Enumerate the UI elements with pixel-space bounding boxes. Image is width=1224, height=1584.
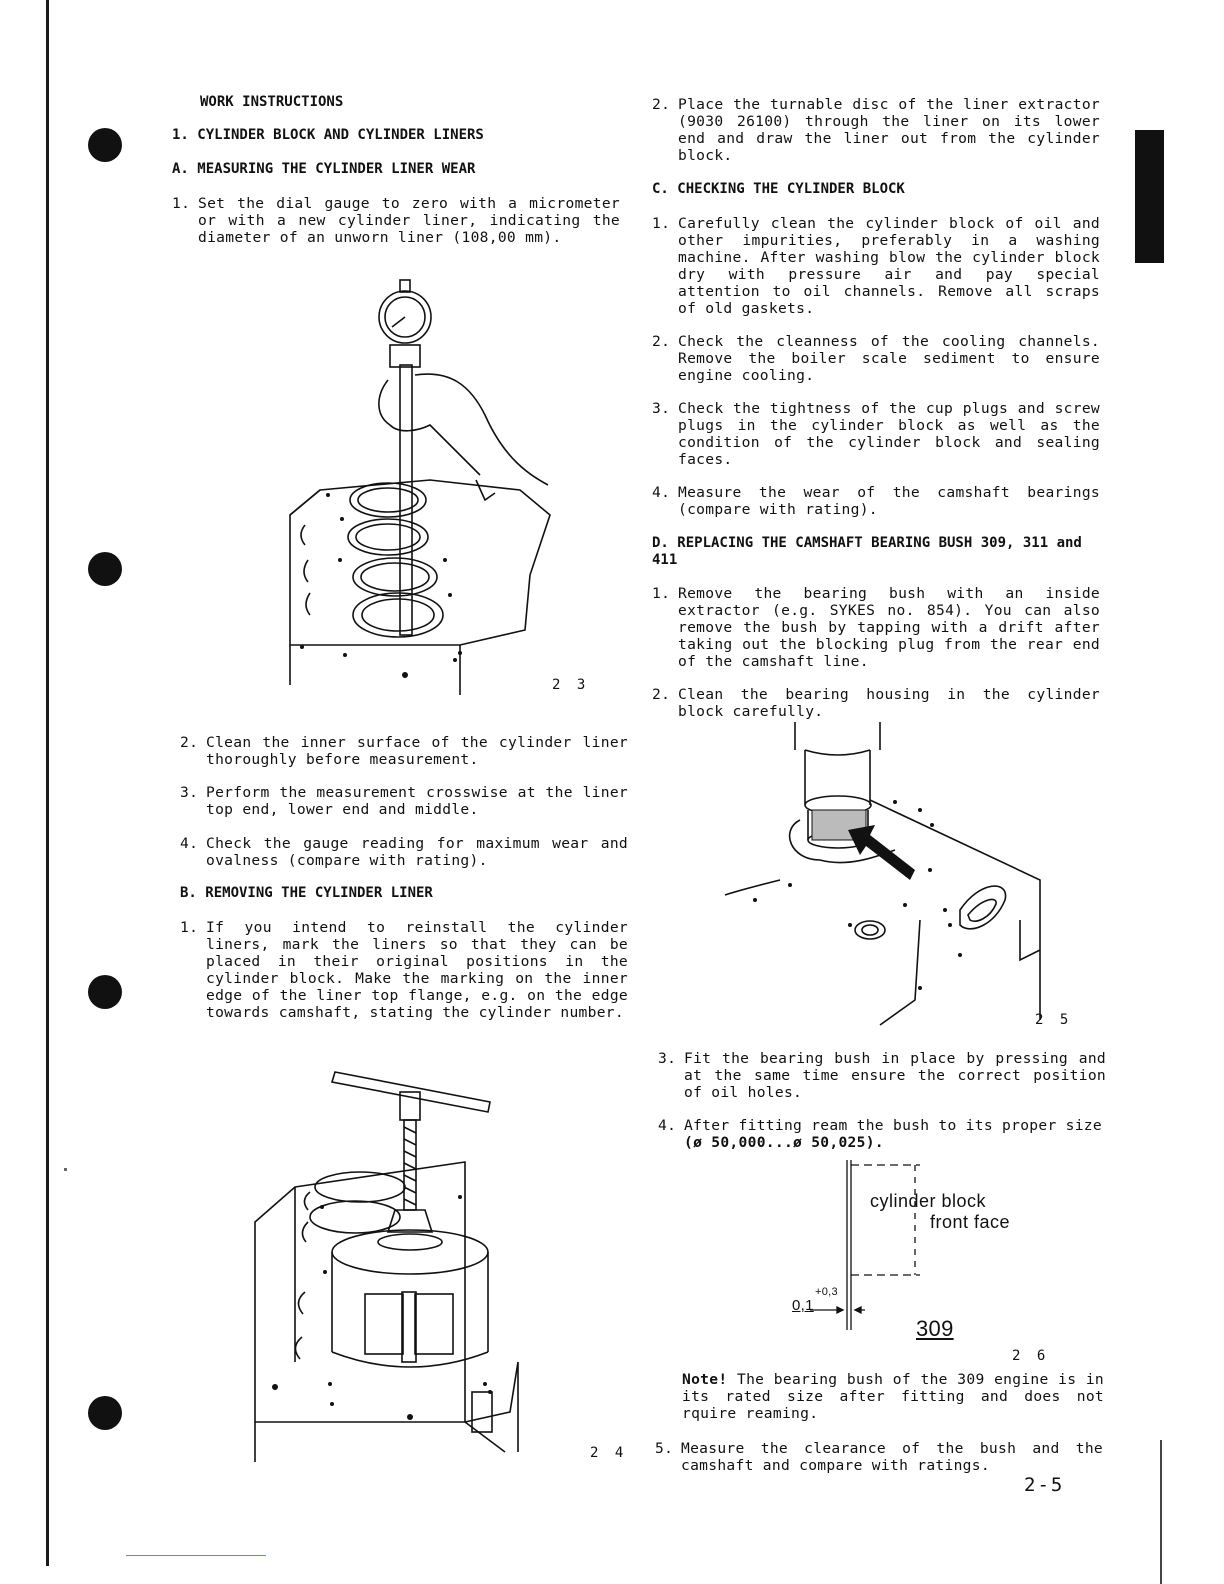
- step-c4: [652, 484, 1100, 518]
- punch-hole: [88, 975, 122, 1009]
- step-text: Check the cleanness of the cooling channels. Remove the boiler scale sediment to ensure engine cooling.: [678, 333, 1100, 384]
- section-1-heading: 1. CYLINDER BLOCK AND CYLINDER LINERS: [172, 127, 484, 143]
- step-text: Place the turnable disc of the liner extractor (9030 26100) through the liner on its lower end and draw the liner out from the cylinder block.: [678, 96, 1100, 164]
- step-c3: [652, 400, 1100, 468]
- step-text: Clean the inner surface of the cylinder liner thoroughly before measurement.: [206, 734, 628, 768]
- step-text: If you intend to reinstall the cylinder liners, mark the liners so that they can be placed in their original positions in the cylinder block. Make the marking on the inner edge of the liner top flange, e.g. on the edge towards camshaft, stating the cylinder number.: [206, 919, 628, 1021]
- step-number: 3.: [652, 400, 671, 417]
- step-number: 2.: [652, 333, 671, 350]
- step-d5: [655, 1440, 1103, 1474]
- step-number: 1.: [652, 585, 671, 602]
- step-text: [684, 1117, 1106, 1151]
- section-tab-marker: [1135, 130, 1164, 263]
- step-text: Measure the clearance of the bush and the camshaft and compare with ratings.: [681, 1440, 1103, 1474]
- fig26-engine-number: 309: [916, 1316, 954, 1341]
- figure-24-liner-extractor-illustration: [250, 1062, 530, 1462]
- page-binding-edge: [46, 0, 49, 1566]
- step-number: 4.: [658, 1117, 677, 1134]
- step-d2: [652, 686, 1100, 720]
- figure-23-dial-gauge-illustration: [280, 275, 580, 700]
- step-text: Perform the measurement crosswise at the liner top end, lower end and middle.: [206, 784, 628, 818]
- step-b1: [180, 919, 628, 1021]
- page-number: 2-5: [1024, 1474, 1065, 1496]
- step-d3: [658, 1050, 1106, 1101]
- step-number: 2.: [652, 686, 671, 703]
- step-number: 2.: [652, 96, 671, 113]
- fig26-label-front-face: front face: [930, 1212, 1011, 1232]
- section-d-heading: D. REPLACING THE CAMSHAFT BEARING BUSH 309, 311 and 411: [652, 535, 1082, 568]
- step-number: 4.: [180, 835, 199, 852]
- step-text: Check the gauge reading for maximum wear and ovalness (compare with rating).: [206, 835, 628, 869]
- step-number: 4.: [652, 484, 671, 501]
- step-text: Remove the bearing bush with an inside extractor (e.g. SYKES no. 854). You can also remove the bush by tapping with a drift after taking out the blocking plug from the rear end of the camshaft line.: [678, 585, 1100, 670]
- punch-hole: [88, 128, 122, 162]
- step-b2: [652, 96, 1100, 164]
- figure-23-number: 2 3: [552, 677, 590, 693]
- section-a-heading: A. MEASURING THE CYLINDER LINER WEAR: [172, 161, 476, 177]
- section-b-heading: B. REMOVING THE CYLINDER LINER: [180, 885, 433, 901]
- fig26-label-cylinder-block: cylinder block: [870, 1191, 987, 1211]
- section-c-heading: C. CHECKING THE CYLINDER BLOCK: [652, 181, 905, 197]
- step-text-main: After fitting ream the bush to its proper size: [684, 1117, 1102, 1134]
- page-right-edge: [1160, 1440, 1162, 1584]
- note-label: Note!: [682, 1371, 728, 1388]
- step-text: Check the tightness of the cup plugs and screw plugs in the cylinder block as well as the condition of the cylinder block and sealing faces.: [678, 400, 1100, 468]
- bush-size-tolerance: (ø 50,000...ø 50,025).: [684, 1134, 884, 1151]
- step-number: 2.: [180, 734, 199, 751]
- figure-26-number: 2 6: [1012, 1348, 1050, 1364]
- work-instructions-title: WORK INSTRUCTIONS: [200, 94, 344, 110]
- step-d4: [658, 1117, 1106, 1151]
- fig26-tolerance-plus: +0,3: [815, 1286, 838, 1298]
- figure-25-number: 2 5: [1035, 1012, 1073, 1028]
- figure-25-bearing-bush-illustration: [720, 720, 1065, 1025]
- step-a3: [180, 784, 628, 818]
- fig26-tolerance-base: 0,1: [792, 1297, 814, 1314]
- step-text: Fit the bearing bush in place by pressing and at the same time ensure the correct position of oil holes.: [684, 1050, 1106, 1101]
- step-number: 5.: [655, 1440, 674, 1457]
- figure-24-number: 2 4: [590, 1445, 628, 1461]
- step-text: Set the dial gauge to zero with a micrometer or with a new cylinder liner, indicating the diameter of an unworn liner (108,00 mm).: [198, 195, 620, 246]
- step-d1: [652, 585, 1100, 670]
- step-number: 3.: [658, 1050, 677, 1067]
- step-c2: [652, 333, 1100, 384]
- note-text: The bearing bush of the 309 engine is in its rated size after fitting and does not rquire reaming.: [682, 1371, 1105, 1422]
- step-number: 1.: [172, 195, 191, 212]
- step-a2: [180, 734, 628, 768]
- step-number: 1.: [652, 215, 671, 232]
- scan-artifact-line: [126, 1555, 266, 1556]
- scan-speck: [64, 1168, 67, 1171]
- step-text: Measure the wear of the camshaft bearings (compare with rating).: [678, 484, 1100, 518]
- punch-hole: [88, 552, 122, 586]
- step-text: Clean the bearing housing in the cylinder block carefully.: [678, 686, 1100, 720]
- note-bearing-bush: [682, 1371, 1104, 1422]
- step-a4: [180, 835, 628, 869]
- step-c1: [652, 215, 1100, 317]
- punch-hole: [88, 1396, 122, 1430]
- step-a1: [172, 195, 620, 246]
- step-number: 3.: [180, 784, 199, 801]
- step-number: 1.: [180, 919, 199, 936]
- step-text: Carefully clean the cylinder block of oil and other impurities, preferably in a washing machine. After washing blow the cylinder block dry with pressure air and pay special attention to oil channels. Remove all scraps of old gaskets.: [678, 215, 1100, 317]
